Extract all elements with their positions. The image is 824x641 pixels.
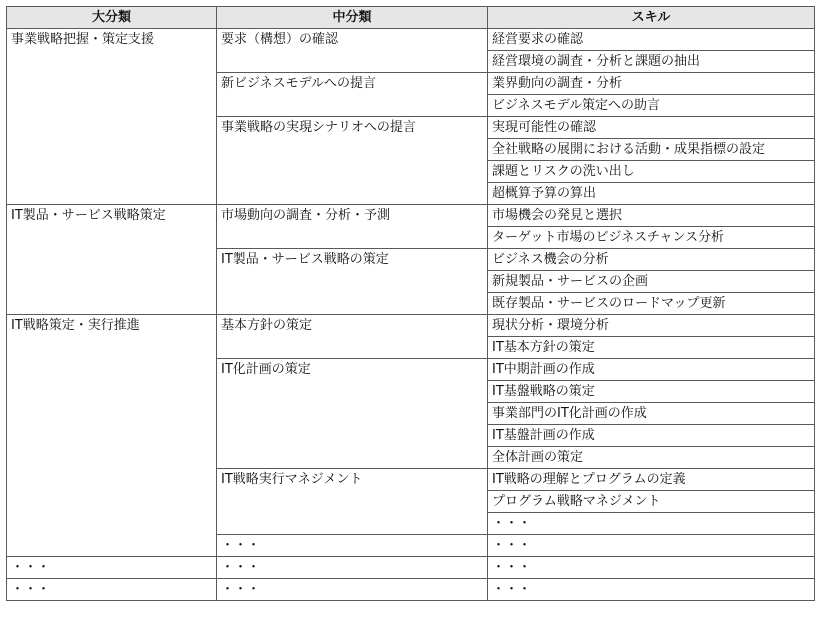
middle-category-cell: 事業戦略の実現シナリオへの提言 — [217, 117, 488, 205]
skill-cell: IT中期計画の作成 — [488, 359, 815, 381]
table-row — [7, 205, 815, 227]
skill-cell: 実現可能性の確認 — [488, 117, 815, 139]
middle-category-cell: IT戦略実行マネジメント — [217, 469, 488, 535]
skill-cell: 市場機会の発見と選択 — [488, 205, 815, 227]
skill-cell: ・・・ — [488, 557, 815, 579]
skill-cell: ・・・ — [488, 579, 815, 601]
major-category-cell: IT製品・サービス戦略策定 — [7, 205, 217, 315]
major-category-cell: ・・・ — [7, 579, 217, 601]
skill-cell: IT基盤計画の作成 — [488, 425, 815, 447]
table-header — [7, 7, 815, 29]
skill-cell: 業界動向の調査・分析 — [488, 73, 815, 95]
header-middle-category: 中分類 — [217, 7, 488, 29]
header-major-category: 大分類 — [7, 7, 217, 29]
table-row — [7, 557, 815, 579]
skill-cell: ・・・ — [488, 513, 815, 535]
table-row — [7, 579, 815, 601]
skill-cell: IT戦略の理解とプログラムの定義 — [488, 469, 815, 491]
skill-cell: 事業部門のIT化計画の作成 — [488, 403, 815, 425]
major-category-cell: ・・・ — [7, 557, 217, 579]
skill-cell: 経営環境の調査・分析と課題の抽出 — [488, 51, 815, 73]
skill-cell: 課題とリスクの洗い出し — [488, 161, 815, 183]
skill-cell: プログラム戦略マネジメント — [488, 491, 815, 513]
skill-cell: IT基盤戦略の策定 — [488, 381, 815, 403]
middle-category-cell: IT製品・サービス戦略の策定 — [217, 249, 488, 315]
skill-cell: 経営要求の確認 — [488, 29, 815, 51]
skill-cell: 既存製品・サービスのロードマップ更新 — [488, 293, 815, 315]
middle-category-cell: 市場動向の調査・分析・予測 — [217, 205, 488, 249]
middle-category-cell: 要求（構想）の確認 — [217, 29, 488, 73]
header-skill: スキル — [488, 7, 815, 29]
skill-cell: 現状分析・環境分析 — [488, 315, 815, 337]
skill-cell: ビジネスモデル策定への助言 — [488, 95, 815, 117]
skill-cell: ターゲット市場のビジネスチャンス分析 — [488, 227, 815, 249]
skill-cell: ・・・ — [488, 535, 815, 557]
table-row — [7, 29, 815, 51]
middle-category-cell: 新ビジネスモデルへの提言 — [217, 73, 488, 117]
header-row — [7, 7, 815, 29]
table-body — [7, 29, 815, 601]
skill-cell: ビジネス機会の分析 — [488, 249, 815, 271]
middle-category-cell: ・・・ — [217, 579, 488, 601]
middle-category-cell: ・・・ — [217, 535, 488, 557]
middle-category-cell: IT化計画の策定 — [217, 359, 488, 469]
table-row — [7, 315, 815, 337]
middle-category-cell: ・・・ — [217, 557, 488, 579]
major-category-cell: IT戦略策定・実行推進 — [7, 315, 217, 557]
major-category-cell: 事業戦略把握・策定支援 — [7, 29, 217, 205]
skill-classification-table — [6, 6, 815, 601]
skill-cell: 超概算予算の算出 — [488, 183, 815, 205]
skill-cell: IT基本方針の策定 — [488, 337, 815, 359]
middle-category-cell: 基本方針の策定 — [217, 315, 488, 359]
skill-cell: 全体計画の策定 — [488, 447, 815, 469]
skill-cell: 全社戦略の展開における活動・成果指標の設定 — [488, 139, 815, 161]
skill-cell: 新規製品・サービスの企画 — [488, 271, 815, 293]
